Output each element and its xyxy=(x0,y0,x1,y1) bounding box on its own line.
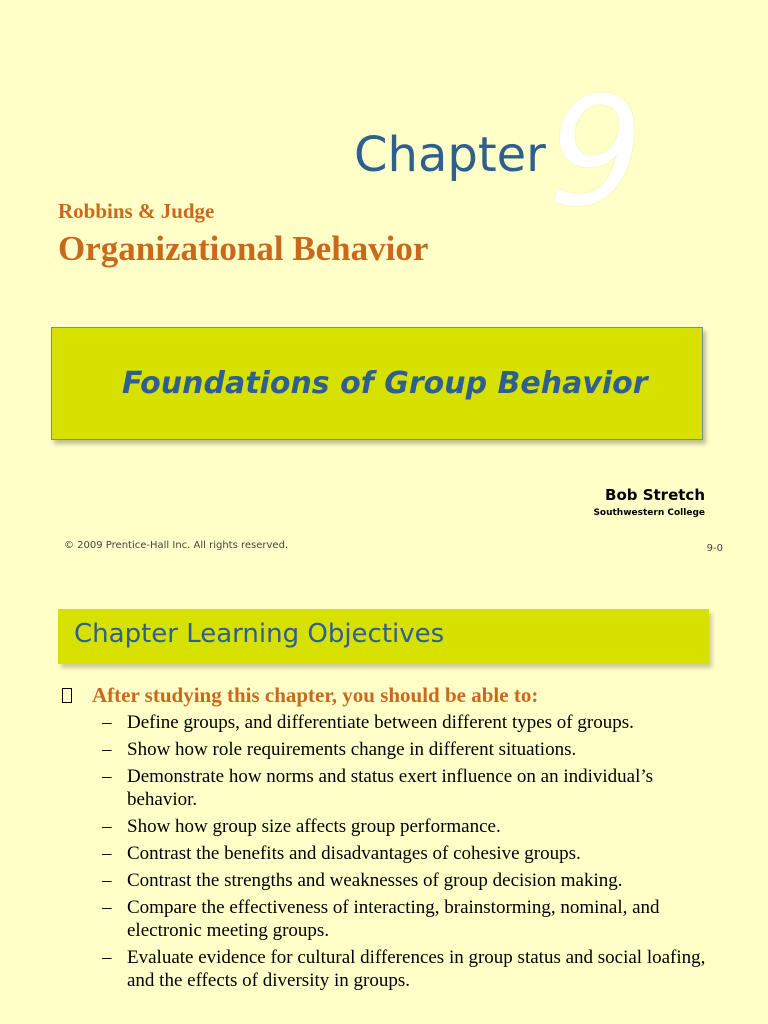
slide-number: 9-0 xyxy=(706,543,723,554)
presenter-info xyxy=(593,486,705,518)
presenter-school: Southwestern College xyxy=(593,508,705,518)
book-title: Organizational Behavior xyxy=(58,229,429,268)
list-item: – Contrast the strengths and weaknesses of group decision making. xyxy=(102,869,722,892)
chapter-title: Foundations of Group Behavior xyxy=(122,366,648,401)
presenter-name: Bob Stretch xyxy=(605,486,705,504)
objectives-header: Chapter Learning Objectives xyxy=(74,619,445,649)
objectives-header-box xyxy=(58,609,709,664)
objectives-list xyxy=(102,711,722,996)
chapter-label: Chapter xyxy=(354,127,546,183)
chapter-title-box xyxy=(51,327,703,440)
list-item: – Compare the effectiveness of interacting, brainstorming, nominal, and electronic meeting groups. xyxy=(102,896,722,942)
objectives-slide xyxy=(0,585,768,1024)
list-item: – Contrast the benefits and disadvantages of cohesive groups. xyxy=(102,842,722,865)
list-item: – Demonstrate how norms and status exert influence on an individual’s behavior. xyxy=(102,765,722,811)
chapter-number: 9 xyxy=(548,66,644,240)
list-item: – Show how role requirements change in different situations. xyxy=(102,738,722,761)
authors: Robbins & Judge xyxy=(58,199,215,223)
copyright: © 2009 Prentice-Hall Inc. All rights reserved. xyxy=(64,540,289,551)
lead-line xyxy=(62,683,538,708)
list-item: – Define groups, and differentiate between different types of groups. xyxy=(102,711,722,734)
lead-text: After studying this chapter, you should be able to: xyxy=(92,683,539,707)
list-item: – Evaluate evidence for cultural differences in group status and social loafing, and the effects of diversity in groups. xyxy=(102,946,722,992)
bullet-box-icon xyxy=(62,688,72,703)
list-item: – Show how group size affects group performance. xyxy=(102,815,722,838)
